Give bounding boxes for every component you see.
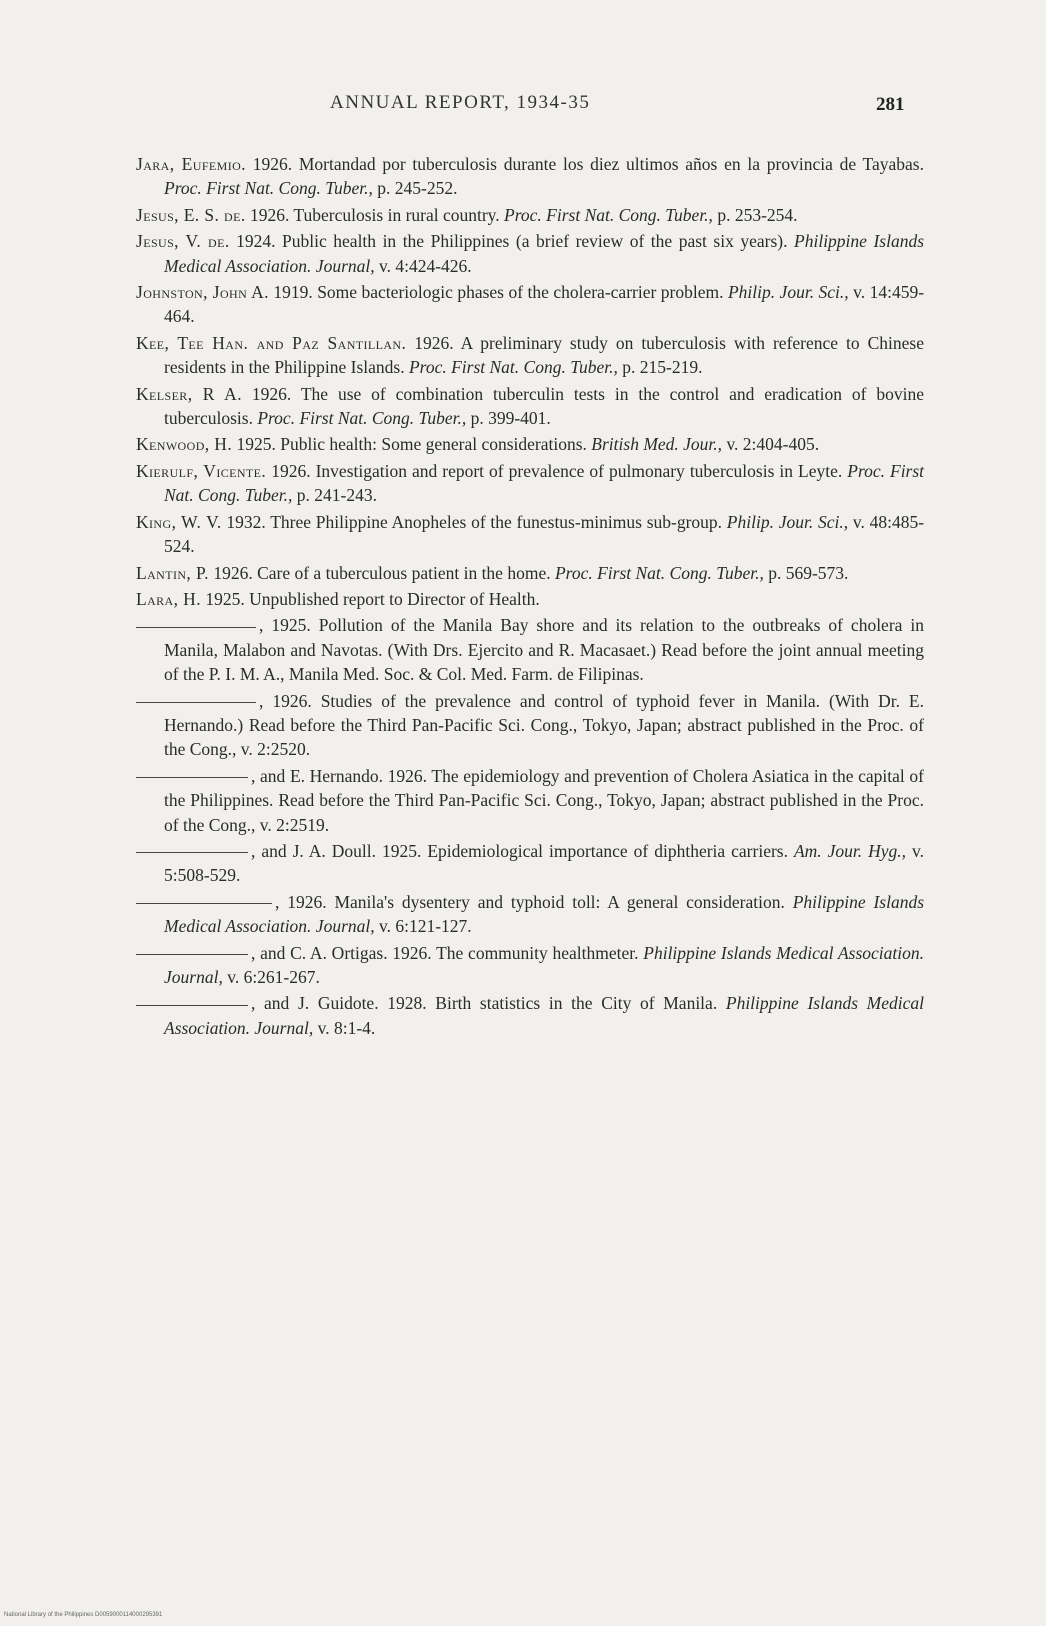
bibliography-entry: Johnston, John A. 1919. Some bacteriologic phases of the cholera-carrier problem. Philip. Jour. Sci., v. 14:459-464. (136, 282, 925, 327)
ditto-rule (136, 627, 256, 628)
bibliography-entry: Jesus, E. S. de. 1926. Tuberculosis in rural country. Proc. First Nat. Cong. Tuber., p. 253-254. (136, 204, 798, 225)
scan-footer-note: National Library of the Philippines D0059000114000295391 (4, 1612, 163, 1618)
bibliography-continued-entry: , 1926. Studies of the prevalence and control of typhoid fever in Manila. (With Dr. E. Hernando.) Read before the Third Pan-Pacific Sci. Cong., Tokyo, Japan; abstract published in the Proc. of the Cong., v. 2:2520. (136, 689, 924, 762)
bibliography-continued-entry: , and J. A. Doull. 1925. Epidemiological importance of diphtheria carriers. Am. Jour. Hyg., v. 5:508-529. (136, 839, 924, 888)
running-title: ANNUAL REPORT, 1934-35 (330, 92, 591, 113)
bibliography-entry: Jesus, V. de. 1924. Public health in the Philippines (a brief review of the past six years). Philippine Islands Medical Association. Journal, v. 4:424-426. (136, 231, 925, 276)
ditto-rule (136, 903, 272, 904)
ditto-rule (136, 1005, 248, 1006)
bibliography-entry: Lara, H. 1925. Unpublished report to Director of Health. (136, 588, 540, 609)
ditto-rule (136, 777, 248, 778)
bibliography-continued-entry: , 1926. Manila's dysentery and typhoid toll: A general consideration. Philippine Islands Medical Association. Journal, v. 6:121-127. (136, 890, 924, 939)
bibliography-continued-entry: , 1925. Pollution of the Manila Bay shore and its relation to the outbreaks of cholera in Manila, Malabon and Navotas. (With Drs. Ejercito and R. Macasaet.) Read before the joint annual meeting of the P. I. M. A., Manila Med. Soc. & Col. Med. Farm. de Filipinas. (136, 613, 924, 686)
bibliography-continued-entry: , and C. A. Ortigas. 1926. The community healthmeter. Philippine Islands Medical Association. Journal, v. 6:261-267. (136, 941, 924, 990)
page-number: 281 (876, 94, 905, 115)
bibliography-list (136, 152, 924, 1042)
bibliography-entry: Kelser, R A. 1926. The use of combination tuberculin tests in the control and eradication of bovine tuberculosis. Proc. First Nat. Cong. Tuber., p. 399-401. (136, 383, 925, 429)
ditto-rule (136, 702, 256, 703)
bibliography-entry: King, W. V. 1932. Three Philippine Anopheles of the funestus-minimus sub-group. Philip. Jour. Sci., v. 48:485-524. (136, 511, 925, 557)
bibliography-continued-entry: , and E. Hernando. 1926. The epidemiology and prevention of Cholera Asiatica in the capital of the Philippines. Read before the Third Pan-Pacific Sci. Cong., Tokyo, Japan; abstract published in the Proc. of the Cong., v. 2:2519. (136, 764, 924, 837)
page-header (0, 92, 1046, 122)
bibliography-entry: Lantin, P. 1926. Care of a tuberculous patient in the home. Proc. First Nat. Cong. Tuber., p. 569-573. (136, 562, 849, 583)
bibliography-entry: Kenwood, H. 1925. Public health: Some general considerations. British Med. Jour., v. 2:404-405. (136, 434, 820, 455)
bibliography-entry: Kee, Tee Han. and Paz Santillan. 1926. A preliminary study on tuberculosis with reference to Chinese residents in the Philippine Islands. Proc. First Nat. Cong. Tuber., p. 215-219. (136, 332, 924, 378)
ditto-rule (136, 954, 248, 955)
bibliography-entry: Jara, Eufemio. 1926. Mortandad por tuberculosis durante los diez ultimos años en la provincia de Tayabas. Proc. First Nat. Cong. Tuber., p. 245-252. (136, 154, 924, 199)
bibliography-entry: Kierulf, Vicente. 1926. Investigation and report of prevalence of pulmonary tuberculosis in Leyte. Proc. First Nat. Cong. Tuber., p. 241-243. (136, 460, 925, 506)
bibliography-continued-entry: , and J. Guidote. 1928. Birth statistics in the City of Manila. Philippine Islands Medical Association. Journal, v. 8:1-4. (136, 991, 924, 1040)
ditto-rule (136, 852, 248, 853)
